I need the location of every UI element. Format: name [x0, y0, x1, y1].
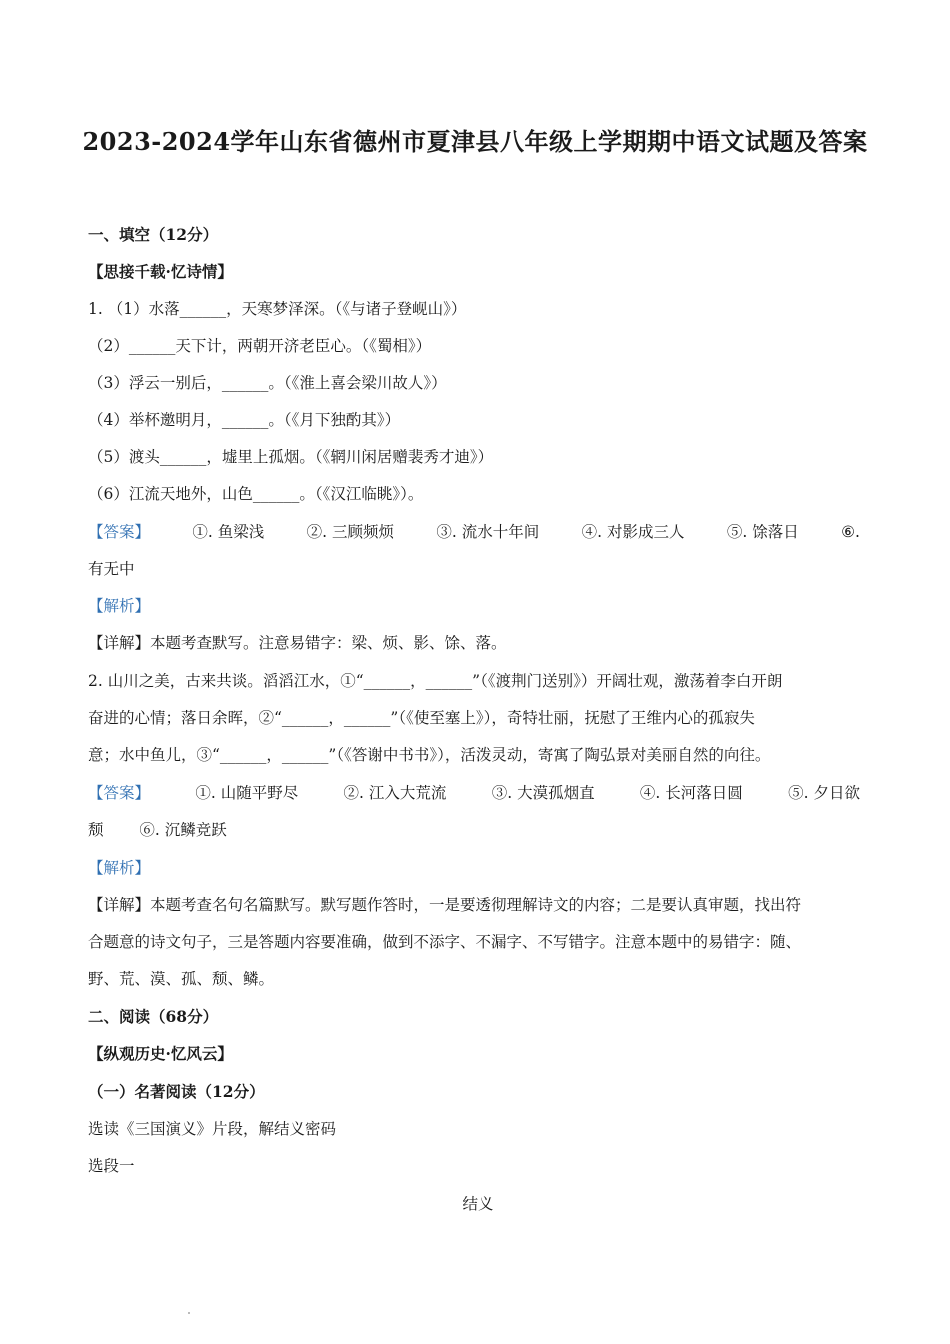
section-2-subheading: 【纵观历史·忆风云】 — [88, 1044, 233, 1063]
answer-item: ②. 江入大荒流 — [343, 784, 447, 802]
q1-line: （3）浮云一别后，______。（《淮上喜会梁川故人》） — [88, 374, 447, 392]
q2-detail-line: 【详解】本题考查名句名篇默写。默写题作答时，一是要透彻理解诗文的内容；二是要认真审题，找出符 — [88, 896, 802, 914]
answer-item: ⑥. — [841, 523, 860, 541]
q1-line: （5）渡头______，墟里上孤烟。（《辋川闲居赠裴秀才迪》） — [88, 448, 494, 466]
answer-item: ④. 长河落日圆 — [639, 784, 743, 802]
answer-item: ①. 山随平野尽 — [195, 784, 299, 802]
answer-item: ⑥. 沉鳞竞跃 — [139, 821, 227, 839]
q2-detail-line: 野、荒、漠、孤、颓、鳞。 — [88, 970, 275, 988]
answer-item: 颓 — [88, 821, 104, 839]
q1-line: （6）江流天地外，山色______。（《汉江临眺》）。 — [88, 485, 424, 503]
section-1-heading: 一、填空（12分） — [88, 225, 219, 244]
q1-analysis-tag: 【解析】 — [88, 597, 151, 615]
q1-answer-continuation: 有无中 — [88, 560, 135, 578]
reading-segment-label: 选段一 — [88, 1157, 135, 1175]
reading-center-title: 结义 — [462, 1195, 494, 1213]
document-title: 2023-2024学年山东省德州市夏津县八年级上学期期中语文试题及答案 — [82, 127, 868, 156]
q2-line: 奋进的心情；落日余晖，②“______，______”（《使至塞上》），奇特壮丽，抚慰了王维内心的孤寂失 — [88, 709, 755, 727]
section-2-heading: 二、阅读（68分） — [88, 1007, 219, 1026]
answer-item: ⑤. 夕日欲 — [788, 784, 860, 802]
answer-item: ③. 流水十年间 — [436, 523, 540, 541]
q2-analysis-tag: 【解析】 — [88, 859, 151, 877]
answer-item: ④. 对影成三人 — [581, 523, 685, 541]
section-1-subheading: 【思接千载·忆诗情】 — [88, 262, 233, 281]
q1-detail: 【详解】本题考查默写。注意易错字：梁、烦、影、馀、落。 — [88, 634, 507, 652]
section-2-part-heading: （一）名著阅读（12分） — [88, 1082, 265, 1101]
q1-line: （4）举杯邀明月，______。（《月下独酌其》） — [88, 411, 401, 429]
q1-line: 1. （1）水落______，天寒梦泽深。（《与诸子登岘山》） — [88, 300, 467, 318]
q1-line: （2）______天下计，两朝开济老臣心。（《蜀相》） — [88, 337, 432, 355]
answer-tag: 【答案】 — [88, 523, 151, 541]
answer-item: ②. 三顾频烦 — [306, 523, 395, 541]
q1-answer-row — [88, 521, 860, 543]
q2-answer-continuation — [88, 819, 868, 841]
q2-detail-line: 合题意的诗文句子，三是答题内容要准确，做到不添字、不漏字、不写错字。注意本题中的易错字：随、 — [88, 933, 802, 951]
answer-tag: 【答案】 — [88, 784, 151, 802]
q2-line: 意；水中鱼儿，③“______，______”（《答谢中书书》），活泼灵动，寄寓了陶弘景对美丽自然的向往。 — [88, 746, 771, 764]
answer-item: ③. 大漠孤烟直 — [491, 784, 595, 802]
q2-answer-row — [88, 782, 860, 804]
q2-line: 2. 山川之美，古来共谈。滔滔江水，①“______，______”（《渡荆门送别》）开阔壮观，激荡着李白开朗 — [88, 672, 783, 690]
page-speck — [188, 1312, 190, 1314]
answer-item: ①. 鱼梁浅 — [192, 523, 265, 541]
reading-intro: 选读《三国演义》片段，解结义密码 — [88, 1120, 337, 1138]
answer-item: ⑤. 馀落日 — [726, 523, 799, 541]
